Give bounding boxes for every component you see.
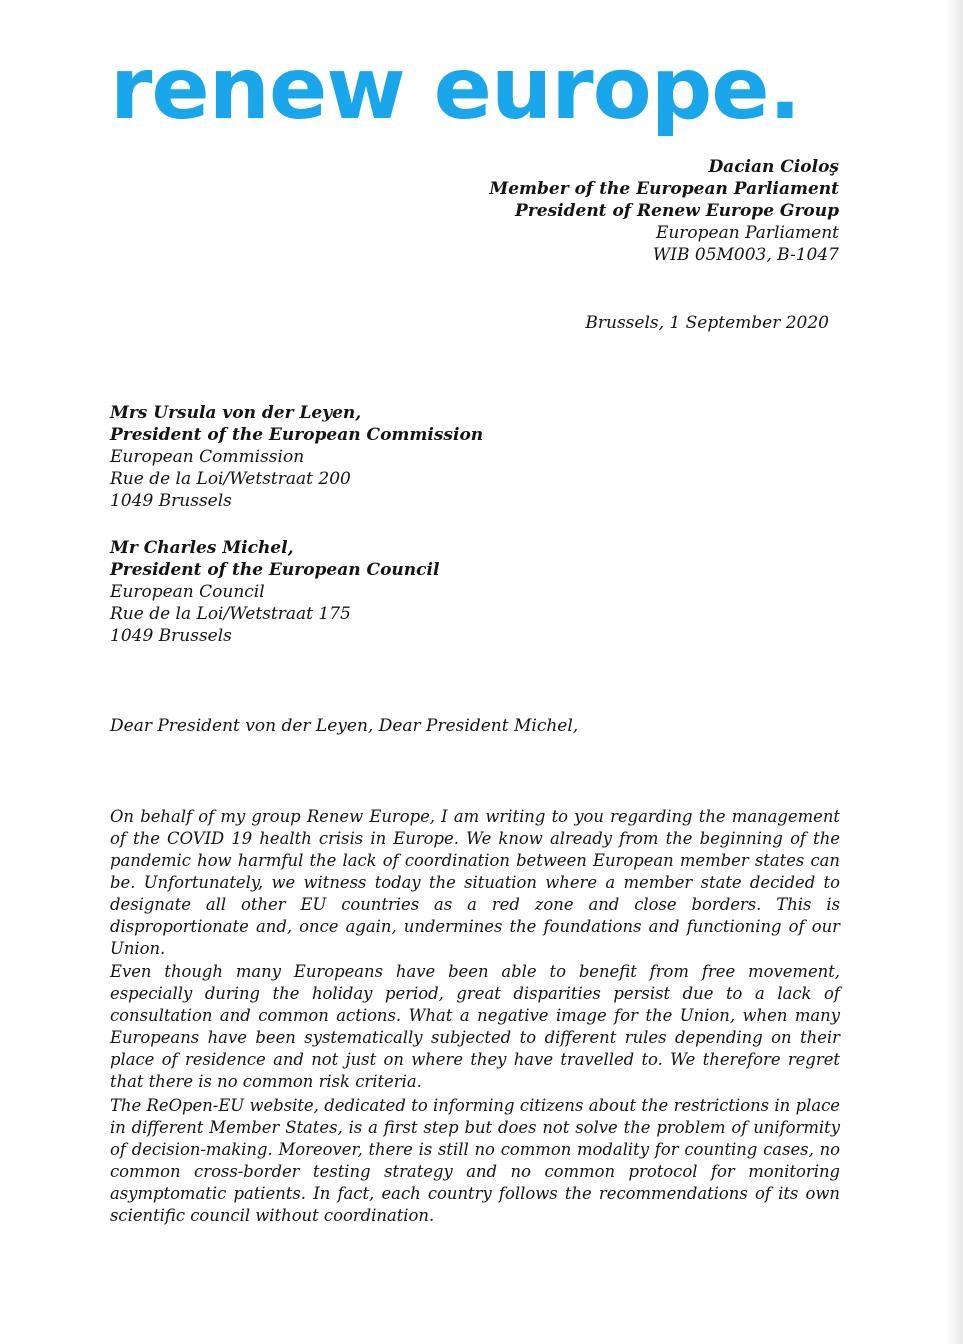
- recipient-institution: European Commission: [110, 447, 305, 467]
- page-edge-shadow: [945, 0, 963, 1344]
- recipient-block-council: [110, 537, 439, 647]
- letter-date: Brussels, 1 September 2020: [585, 313, 829, 333]
- recipient-city: 1049 Brussels: [110, 626, 232, 646]
- sender-institution: European Parliament: [655, 223, 839, 243]
- sender-name: Dacian Cioloş: [708, 157, 839, 177]
- sender-role-president: President of Renew Europe Group: [515, 201, 839, 221]
- recipient-block-commission: [110, 402, 483, 512]
- sender-role-mep: Member of the European Parliament: [489, 179, 839, 199]
- sender-address: WIB 05M003, B-1047: [652, 245, 839, 265]
- recipient-city: 1049 Brussels: [110, 491, 232, 511]
- recipient-institution: European Council: [110, 582, 265, 602]
- renew-europe-logo: renew europe.: [110, 39, 801, 139]
- recipient-name: Mr Charles Michel,: [110, 538, 294, 558]
- recipient-title: President of the European Commission: [110, 425, 484, 445]
- salutation: Dear President von der Leyen, Dear President Michel,: [110, 716, 579, 736]
- body-paragraph: The ReOpen-EU website, dedicated to informing citizens about the restrictions in place in different Member States, is a first step but does not solve the problem of uniformity of decision-making. Moreover, there is still no common modality for counting cases, no common cross-border testing strategy and no common protocol for monitoring asymptomatic patients. In fact, each country follows the recommendations of its own scientific council without coordination.: [110, 1096, 840, 1225]
- sender-block: [489, 156, 839, 266]
- recipient-street: Rue de la Loi/Wetstraat 200: [110, 469, 351, 489]
- body-paragraph: Even though many Europeans have been able to benefit from free movement, especially during the holiday period, great disparities persist due to a lack of consultation and common actions. What a negative image for the Union, when many Europeans have been systematically subjected to different rules depending on their place of residence and not just on where they have travelled to. We therefore regret that there is no common risk criteria.: [110, 962, 840, 1091]
- body-paragraph: On behalf of my group Renew Europe, I am writing to you regarding the management of the COVID 19 health crisis in Europe. We know already from the beginning of the pandemic how harmful the lack of coordination between European member states can be. Unfortunately, we witness today the situation where a member state decided to designate all other EU countries as a red zone and close borders. This is disproportionate and, once again, undermines the foundations and functioning of our Union.: [110, 807, 840, 958]
- recipient-title: President of the European Council: [110, 560, 440, 580]
- recipient-street: Rue de la Loi/Wetstraat 175: [110, 604, 351, 624]
- recipient-name: Mrs Ursula von der Leyen,: [110, 403, 362, 423]
